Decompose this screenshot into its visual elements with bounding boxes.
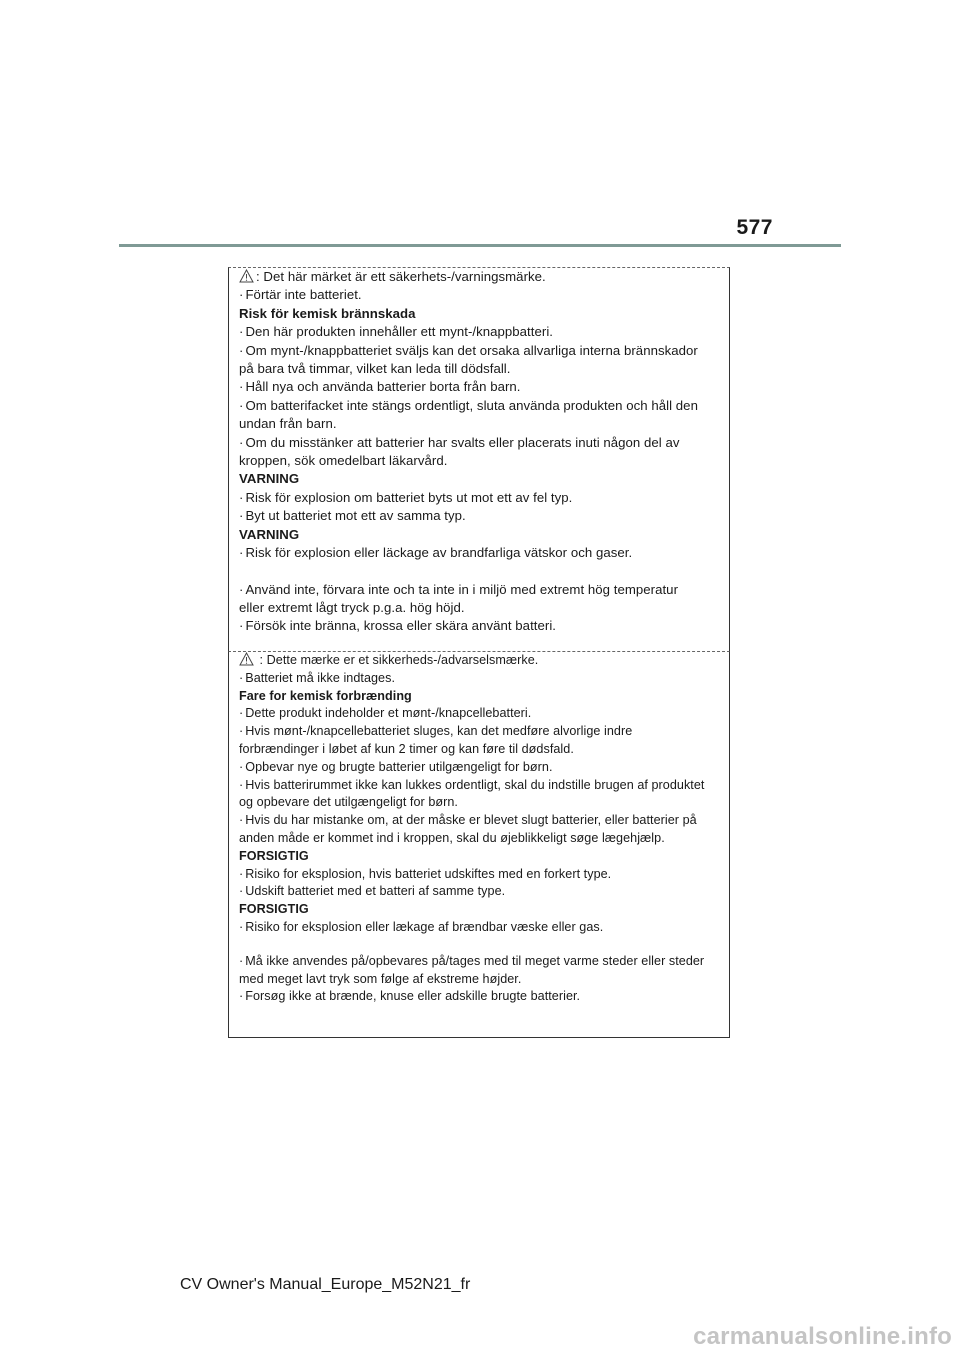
bullet-mark: ·	[239, 813, 244, 828]
text-line	[239, 705, 719, 723]
text-line	[239, 268, 719, 286]
line-text: Använd inte, förvara inte och ta inte in i miljö med extremt hög temperatur	[245, 581, 679, 597]
bullet-mark: ·	[239, 919, 244, 934]
line-text: : Dette mærke er et sikkerheds-/advarselsmærke.	[256, 653, 539, 667]
line-text: kroppen, sök omedelbart läkarvård.	[239, 453, 448, 469]
text-line	[239, 415, 719, 433]
section-heading	[239, 305, 719, 323]
line-text: Förtär inte batteriet.	[245, 287, 362, 303]
section-heading	[239, 901, 719, 919]
text-line	[239, 581, 719, 599]
line-text: Risiko for eksplosion, hvis batteriet udskiftes med en forkert type.	[245, 866, 612, 881]
line-text: eller extremt lågt tryck p.g.a. hög höjd.	[239, 599, 465, 615]
line-text: Om du misstänker att batterier har svalts eller placerats inuti någon del av	[245, 434, 680, 450]
bullet-mark: ·	[239, 724, 244, 739]
line-text: Hvis batterirummet ikke kan lukkes ordentligt, skal du indstille brugen af produktet	[245, 777, 705, 792]
line-text: Dette produkt indeholder et mønt-/knapcellebatteri.	[245, 706, 532, 721]
bullet-mark: ·	[239, 670, 244, 685]
section-heading	[239, 470, 719, 488]
text-line	[239, 883, 719, 901]
text-line	[239, 652, 719, 670]
text-line	[239, 971, 719, 989]
text-line	[239, 544, 719, 562]
bullet-mark: ·	[239, 777, 244, 792]
text-line	[239, 452, 719, 470]
line-text: Risk för kemisk brännskada	[239, 305, 416, 321]
bullet-mark: ·	[239, 508, 244, 524]
line-text: Hvis mønt-/knapcellebatteriet sluges, kan det medføre alvorlige indre	[245, 724, 633, 739]
line-text: Fare for kemisk forbrænding	[239, 688, 412, 703]
text-line	[239, 286, 719, 304]
paragraph-gap	[239, 937, 719, 953]
line-text: forbrændinger i løbet af kun 2 timer og kan føre til dødsfald.	[239, 741, 574, 756]
bullet-mark: ·	[239, 379, 244, 395]
line-text: Batteriet må ikke indtages.	[245, 670, 396, 685]
page-number: 577	[736, 216, 773, 239]
line-text: Byt ut batteriet mot ett av samma typ.	[245, 508, 466, 524]
footer-manual-id: CV Owner's Manual_Europe_M52N21_fr	[180, 1276, 471, 1293]
line-text: FORSIGTIG	[239, 902, 309, 917]
bullet-mark: ·	[239, 884, 244, 899]
line-text: Forsøg ikke at brænde, knuse eller adskille brugte batterier.	[245, 989, 581, 1004]
text-line	[239, 397, 719, 415]
line-text: : Det här märket är ett säkerhets-/varningsmärke.	[256, 269, 546, 284]
line-text: og opbevare det utilgængeligt for børn.	[239, 795, 458, 810]
text-line	[239, 670, 719, 688]
text-line	[239, 794, 719, 812]
line-text: anden måde er kommet ind i kroppen, skal du øjeblikkeligt søge lægehjælp.	[239, 830, 665, 845]
line-text: Den här produkten innehåller ett mynt-/knappbatteri.	[245, 324, 554, 340]
bullet-mark: ·	[239, 581, 244, 597]
warning-triangle-icon	[239, 269, 254, 283]
text-line	[239, 866, 719, 884]
bullet-mark: ·	[239, 434, 244, 450]
bullet-mark: ·	[239, 759, 244, 774]
text-line	[239, 489, 719, 507]
text-line	[239, 342, 719, 360]
bullet-mark: ·	[239, 618, 244, 634]
bullet-mark: ·	[239, 953, 244, 968]
bullet-mark: ·	[239, 324, 244, 340]
section-heading	[239, 526, 719, 544]
line-text: Om mynt-/knappbatteriet sväljs kan det orsaka allvarliga interna brännskador	[245, 342, 698, 358]
text-line	[239, 617, 719, 635]
text-line	[239, 953, 719, 971]
line-text: Hvis du har mistanke om, at der måske er blevet slugt batterier, eller batterier på	[245, 813, 697, 828]
line-text: Håll nya och använda batterier borta från barn.	[245, 379, 521, 395]
line-text: VARNING	[239, 471, 300, 487]
bullet-mark: ·	[239, 287, 244, 303]
text-line	[239, 507, 719, 525]
text-line	[239, 919, 719, 937]
line-text: undan från barn.	[239, 416, 337, 432]
text-line	[239, 988, 719, 1006]
line-text: Försök inte bränna, krossa eller skära använt batteri.	[245, 618, 557, 634]
watermark: carmanualsonline.info	[693, 1323, 952, 1350]
section-heading	[239, 848, 719, 866]
text-line	[239, 812, 719, 830]
bullet-mark: ·	[239, 545, 244, 561]
text-line	[239, 723, 719, 741]
line-text: Om batterifacket inte stängs ordentligt, sluta använda produkten och håll den	[245, 397, 698, 413]
section-heading	[239, 688, 719, 706]
text-line	[239, 378, 719, 396]
line-text: på bara två timmar, vilket kan leda till dödsfall.	[239, 361, 511, 377]
swedish-warning-box	[228, 267, 730, 651]
warning-triangle-icon	[239, 652, 254, 666]
bullet-mark: ·	[239, 489, 244, 505]
line-text: VARNING	[239, 526, 300, 542]
line-text: FORSIGTIG	[239, 848, 309, 863]
bullet-mark: ·	[239, 397, 244, 413]
line-text: med meget lavt tryk som følge af ekstreme højder.	[239, 971, 522, 986]
header-rule	[119, 244, 841, 247]
text-line	[239, 360, 719, 378]
paragraph-gap	[239, 563, 719, 581]
bullet-mark: ·	[239, 706, 244, 721]
text-line	[239, 434, 719, 452]
line-text: Risk för explosion om batteriet byts ut mot ett av fel typ.	[245, 489, 573, 505]
line-text: Opbevar nye og brugte batterier utilgængeligt for børn.	[245, 759, 553, 774]
danish-warning-box	[228, 651, 730, 1038]
text-line	[239, 777, 719, 795]
line-text: Må ikke anvendes på/opbevares på/tages med til meget varme steder eller steder	[245, 953, 705, 968]
bullet-mark: ·	[239, 342, 244, 358]
text-line	[239, 323, 719, 341]
line-text: Udskift batteriet med et batteri af samme type.	[245, 884, 506, 899]
line-text: Risiko for eksplosion eller lækage af brændbar væske eller gas.	[245, 919, 604, 934]
text-line	[239, 741, 719, 759]
line-text: Risk för explosion eller läckage av brandfarliga vätskor och gaser.	[245, 545, 633, 561]
text-line	[239, 599, 719, 617]
text-line	[239, 830, 719, 848]
text-line	[239, 759, 719, 777]
bullet-mark: ·	[239, 989, 244, 1004]
bullet-mark: ·	[239, 866, 244, 881]
